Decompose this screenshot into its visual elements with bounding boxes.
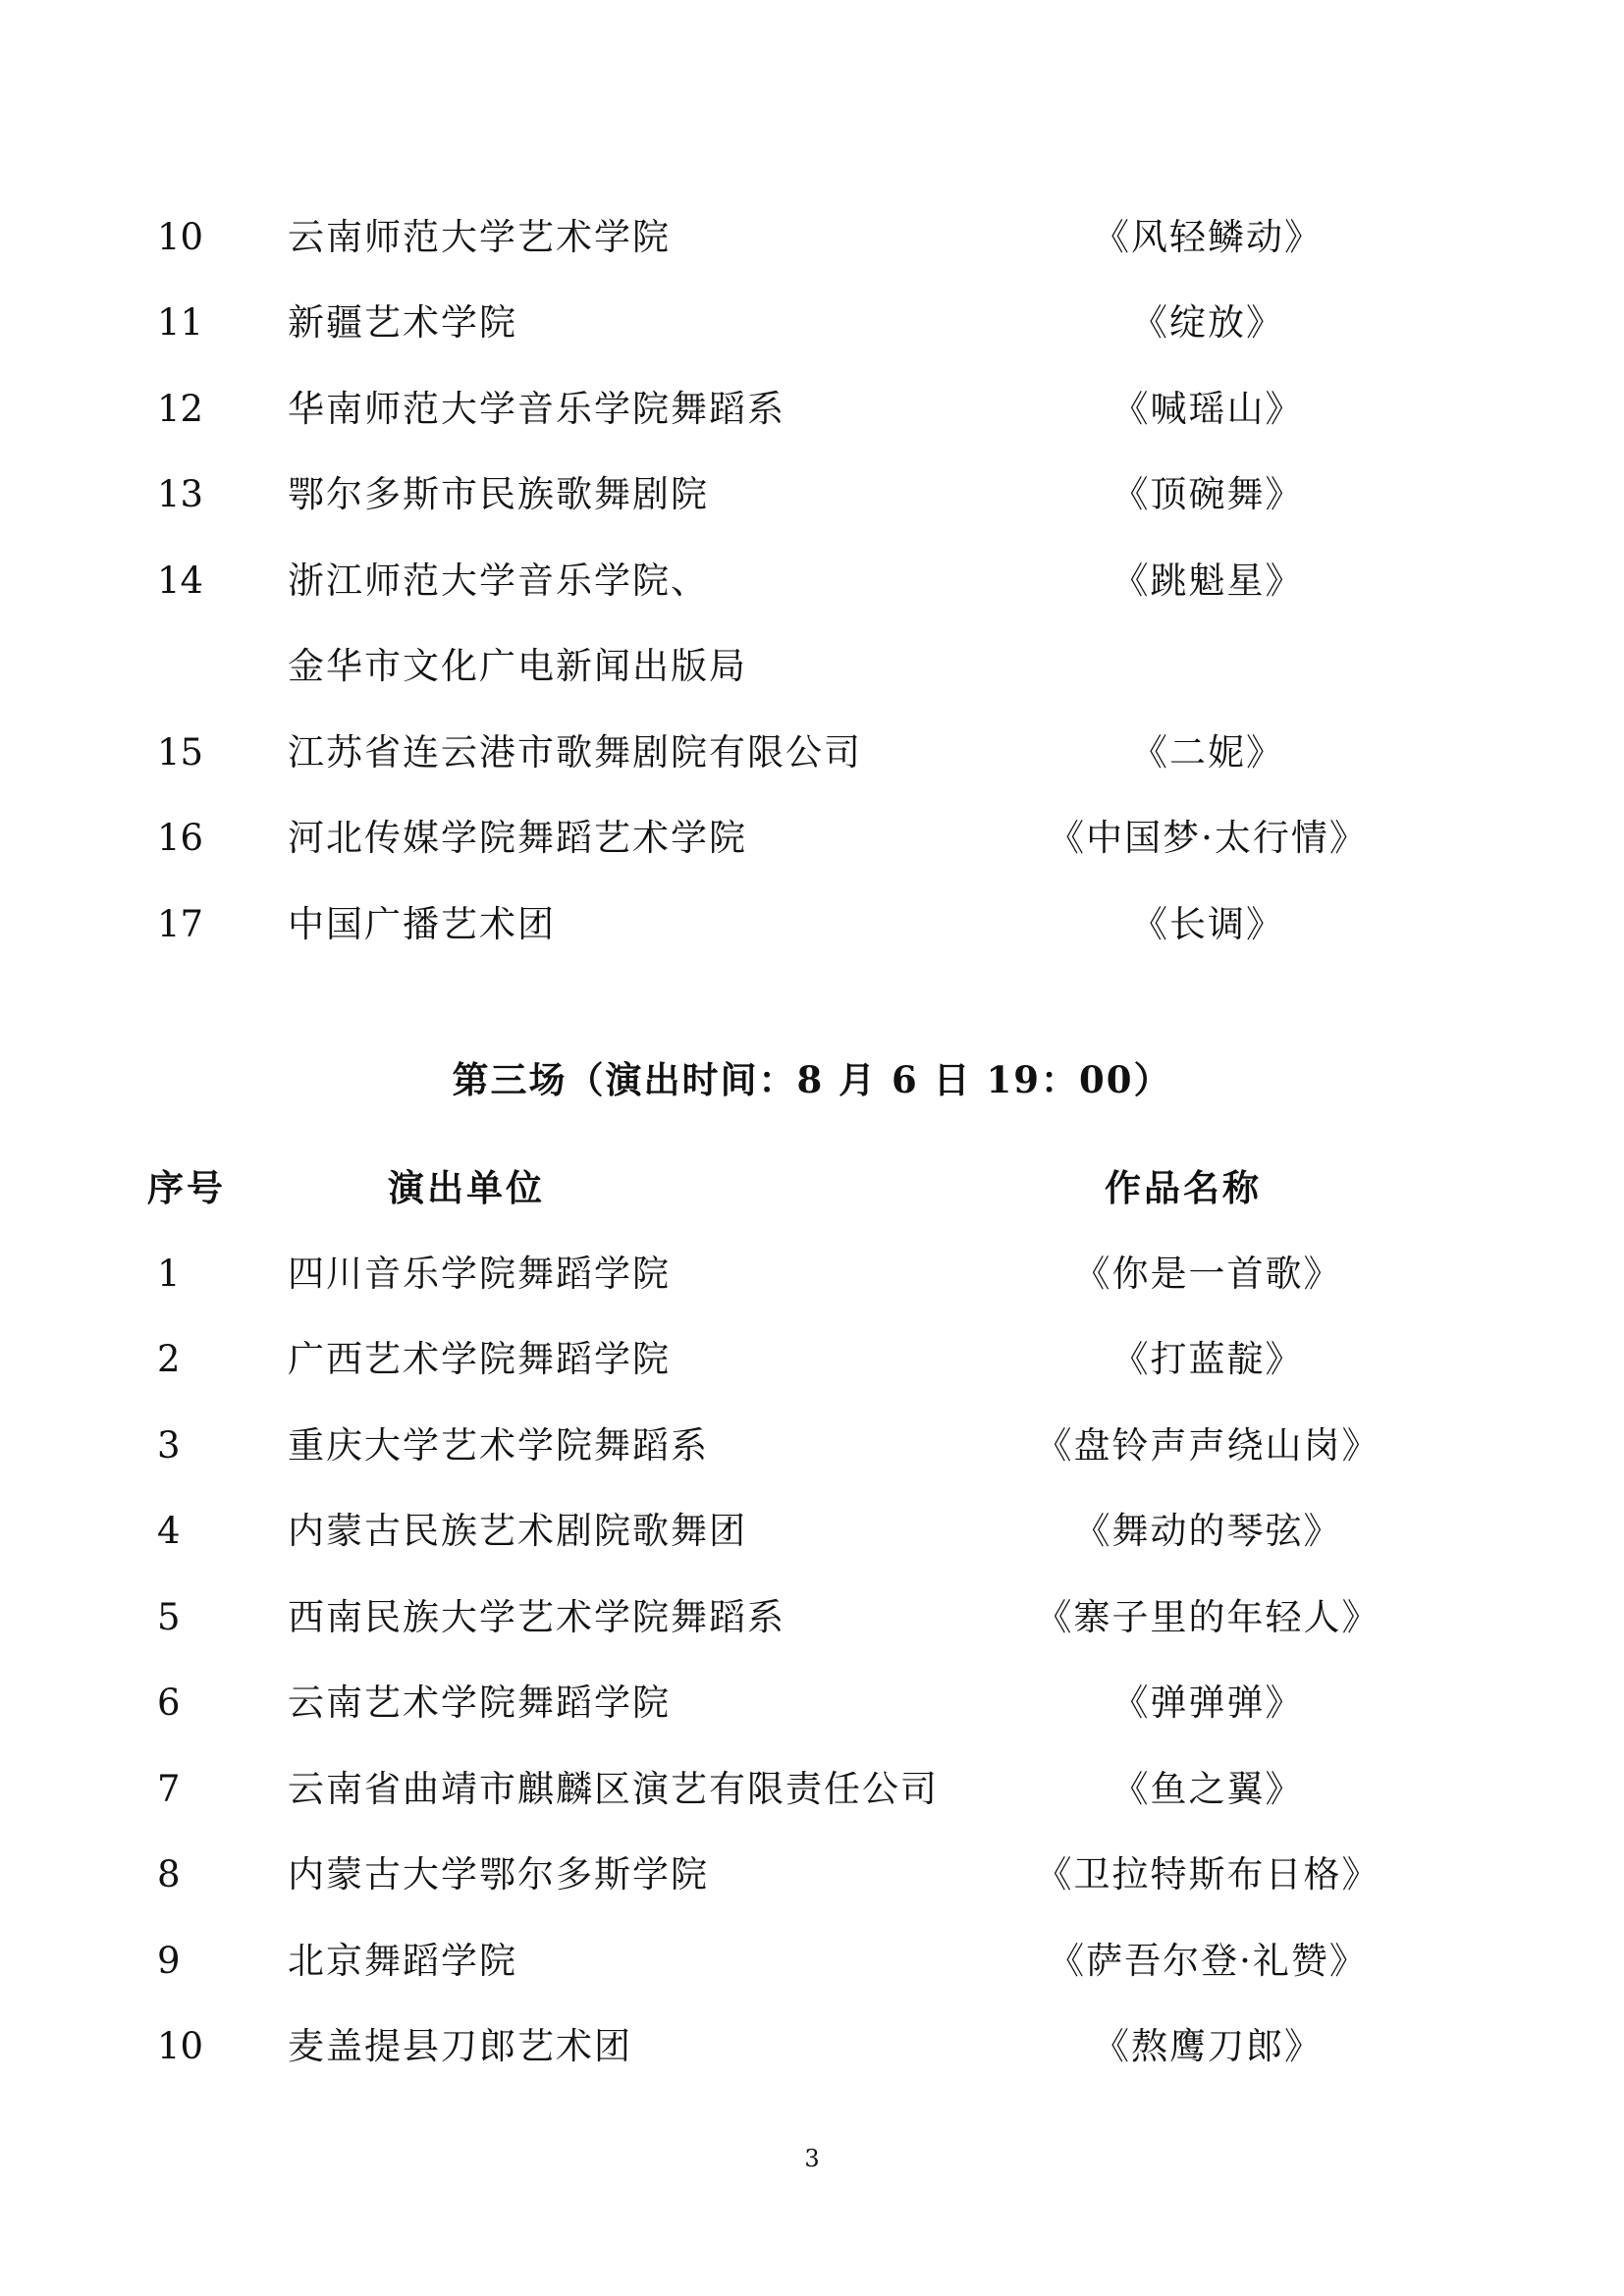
item-number: 9 [157, 1940, 181, 1982]
performing-unit: 河北传媒学院舞蹈艺术学院 [288, 817, 747, 859]
performing-unit: 鄂尔多斯市民族歌舞剧院 [288, 473, 709, 515]
list-item [0, 1245, 1624, 1304]
list-item [0, 1674, 1624, 1733]
item-number: 4 [157, 1510, 181, 1552]
performing-unit: 云南艺术学院舞蹈学院 [288, 1682, 671, 1724]
list-item-continuation [0, 637, 1624, 696]
item-number: 7 [157, 1768, 181, 1810]
item-number: 3 [157, 1424, 181, 1467]
list-item [0, 1416, 1624, 1475]
item-number: 6 [157, 1682, 181, 1724]
performing-unit: 江苏省连云港市歌舞剧院有限公司 [288, 731, 862, 774]
header-unit: 演出单位 [388, 1166, 545, 1209]
list-item [0, 809, 1624, 868]
list-item [0, 1932, 1624, 1991]
item-number: 10 [157, 216, 204, 258]
item-number: 14 [157, 560, 204, 602]
performing-unit: 广西艺术学院舞蹈学院 [288, 1338, 671, 1380]
item-number: 12 [157, 388, 204, 430]
performing-unit: 西南民族大学艺术学院舞蹈系 [288, 1596, 785, 1638]
list-item [0, 1760, 1624, 1819]
item-number: 8 [157, 1853, 181, 1896]
performing-unit: 内蒙古大学鄂尔多斯学院 [288, 1853, 709, 1896]
work-title: 《舞动的琴弦》 [1073, 1510, 1342, 1552]
work-title: 《寨子里的年轻人》 [1035, 1596, 1380, 1638]
performing-unit: 云南省曲靖市麒麟区演艺有限责任公司 [288, 1768, 939, 1810]
performing-unit: 中国广播艺术团 [288, 903, 556, 945]
list-item [0, 552, 1624, 611]
item-number: 11 [157, 301, 204, 344]
performing-unit: 北京舞蹈学院 [288, 1940, 517, 1982]
work-title: 《萨吾尔登·礼赞》 [1048, 1940, 1368, 1982]
work-title: 《打蓝靛》 [1111, 1338, 1304, 1380]
item-number: 13 [157, 473, 204, 515]
work-title: 《顶碗舞》 [1111, 473, 1304, 515]
list-item [0, 1330, 1624, 1389]
performing-unit: 新疆艺术学院 [288, 301, 517, 344]
work-title: 《卫拉特斯布日格》 [1035, 1853, 1380, 1896]
item-number: 2 [157, 1338, 181, 1380]
list-item [0, 2017, 1624, 2076]
header-number: 序号 [147, 1166, 226, 1209]
list-item [0, 1502, 1624, 1561]
work-title: 《长调》 [1131, 903, 1284, 945]
performing-unit: 金华市文化广电新闻出版局 [288, 645, 747, 687]
performing-unit: 云南师范大学艺术学院 [288, 216, 671, 258]
section-title: 第三场（演出时间：8 月 6 日 19：00） [452, 1058, 1172, 1101]
work-title: 《风轻鳞动》 [1093, 216, 1323, 258]
item-number: 17 [157, 903, 204, 945]
work-title: 《你是一首歌》 [1073, 1253, 1342, 1295]
work-title: 《二妮》 [1131, 731, 1284, 774]
performing-unit: 麦盖提县刀郎艺术团 [288, 2025, 632, 2067]
list-item [0, 380, 1624, 439]
list-item [0, 1845, 1624, 1904]
item-number: 15 [157, 731, 204, 774]
work-title: 《中国梦·太行情》 [1048, 817, 1368, 859]
performing-unit: 四川音乐学院舞蹈学院 [288, 1253, 671, 1295]
list-item [0, 465, 1624, 524]
item-number: 10 [157, 2025, 204, 2067]
header-work: 作品名称 [1105, 1166, 1262, 1209]
list-item [0, 1588, 1624, 1647]
work-title: 《跳魁星》 [1111, 560, 1304, 602]
work-title: 《喊瑶山》 [1111, 388, 1304, 430]
item-number: 16 [157, 817, 204, 859]
item-number: 5 [157, 1596, 181, 1638]
work-title: 《绽放》 [1131, 301, 1284, 344]
work-title: 《盘铃声声绕山岗》 [1035, 1424, 1380, 1467]
work-title: 《鱼之翼》 [1111, 1768, 1304, 1810]
item-number: 1 [157, 1253, 181, 1295]
performing-unit: 内蒙古民族艺术剧院歌舞团 [288, 1510, 747, 1552]
work-title: 《弹弹弹》 [1111, 1682, 1304, 1724]
list-item [0, 294, 1624, 352]
page-number: 3 [804, 2145, 820, 2172]
performing-unit: 浙江师范大学音乐学院、 [288, 560, 709, 602]
performing-unit: 重庆大学艺术学院舞蹈系 [288, 1424, 709, 1467]
list-item [0, 723, 1624, 782]
list-item [0, 208, 1624, 267]
list-item [0, 895, 1624, 954]
work-title: 《熬鹰刀郎》 [1093, 2025, 1323, 2067]
performing-unit: 华南师范大学音乐学院舞蹈系 [288, 388, 785, 430]
table-header [0, 1158, 1624, 1217]
